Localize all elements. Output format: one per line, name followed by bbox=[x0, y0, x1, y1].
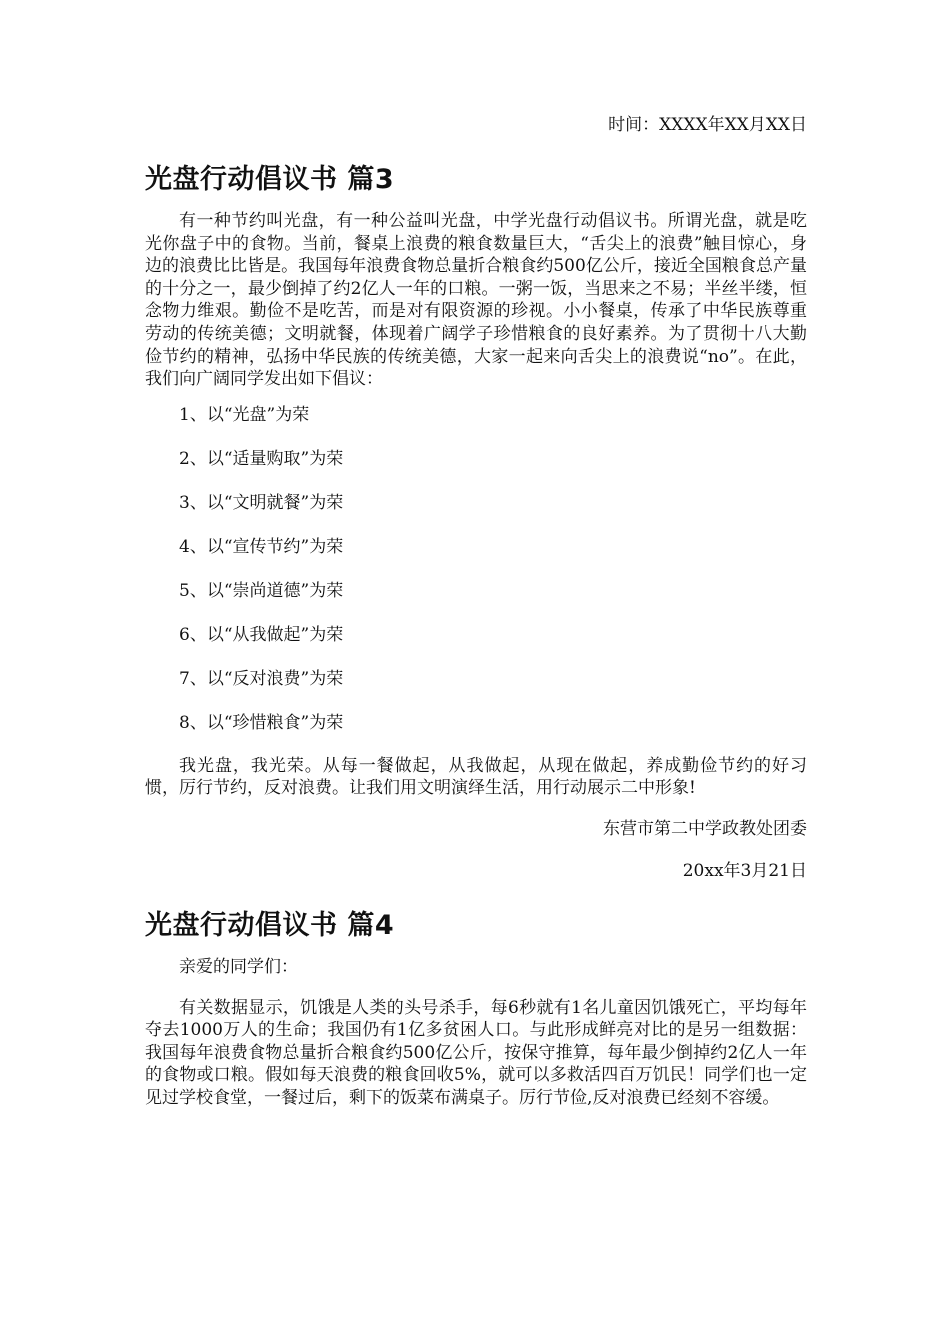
proposal-item-5: 5、以“崇尚道德”为荣 bbox=[179, 580, 344, 601]
section4-greeting: 亲爱的同学们： bbox=[179, 956, 298, 977]
proposal-item-6: 6、以“从我做起”为荣 bbox=[179, 624, 344, 645]
top-date: 时间：XXXX年XX月XX日 bbox=[608, 115, 807, 135]
document-content bbox=[145, 112, 807, 1110]
proposal-item-8: 8、以“珍惜粮食”为荣 bbox=[179, 712, 344, 733]
proposal-item-4: 4、以“宣传节约”为荣 bbox=[179, 536, 344, 557]
proposal-item-7: 7、以“反对浪费”为荣 bbox=[179, 668, 344, 689]
section3-intro: 有一种节约叫光盘，有一种公益叫光盘，中学光盘行动倡议书。所谓光盘，就是吃光你盘子中的食物。当前，餐桌上浪费的粮食数量巨大，“舌尖上的浪费”触目惊心，身边的浪费比比皆是。我国每年浪费食物总量折合粮食约500亿公斤，接近全国粮食总产量的十分之一，最少倒掉了约2亿人一年的口粮。一粥一饭，当思来之不易；半丝半缕，恒念物力维艰。勤俭不是吃苦，而是对有限资源的珍视。小小餐桌，传承了中华民族尊重劳动的传统美德；文明就餐，体现着广阔学子珍惜粮食的良好素养。为了贯彻十八大勤俭节约的精神，弘扬中华民族的传统美德，大家一起来向舌尖上的浪费说“no”。在此，我们向广阔同学发出如下倡议： bbox=[145, 211, 807, 390]
section3-title: 光盘行动倡议书 篇3 bbox=[145, 164, 395, 195]
section3-signature: 东营市第二中学政教处团委 bbox=[603, 818, 807, 839]
proposal-item-2: 2、以“适量购取”为荣 bbox=[179, 448, 344, 469]
proposal-item-3: 3、以“文明就餐”为荣 bbox=[179, 492, 344, 513]
section4-paragraph-1: 有关数据显示，饥饿是人类的头号杀手，每6秒就有1名儿童因饥饿死亡，平均每年夺去1000万人的生命；我国仍有1亿多贫困人口。与此形成鲜亮对比的是另一组数据：我国每年浪费食物总量折合粮食约500亿公斤，按保守推算，每年最少倒掉约2亿人一年的食物或口粮。假如每天浪费的粮食回收5%，就可以多救活四百万饥民！同学们也一定见过学校食堂，一餐过后，剩下的饭菜布满桌子。厉行节俭,反对浪费已经刻不容缓。 bbox=[145, 997, 807, 1108]
section3-date: 20xx年3月21日 bbox=[682, 860, 807, 881]
section3-proposal-list bbox=[145, 403, 807, 735]
section3-closing: 我光盘，我光荣。从每一餐做起，从我做起，从现在做起，养成勤俭节约的好习惯，厉行节约，反对浪费。让我们用文明演绎生活，用行动展示二中形象! bbox=[145, 755, 807, 799]
proposal-item-1: 1、以“光盘”为荣 bbox=[179, 404, 310, 425]
section4-title: 光盘行动倡议书 篇4 bbox=[145, 909, 395, 941]
